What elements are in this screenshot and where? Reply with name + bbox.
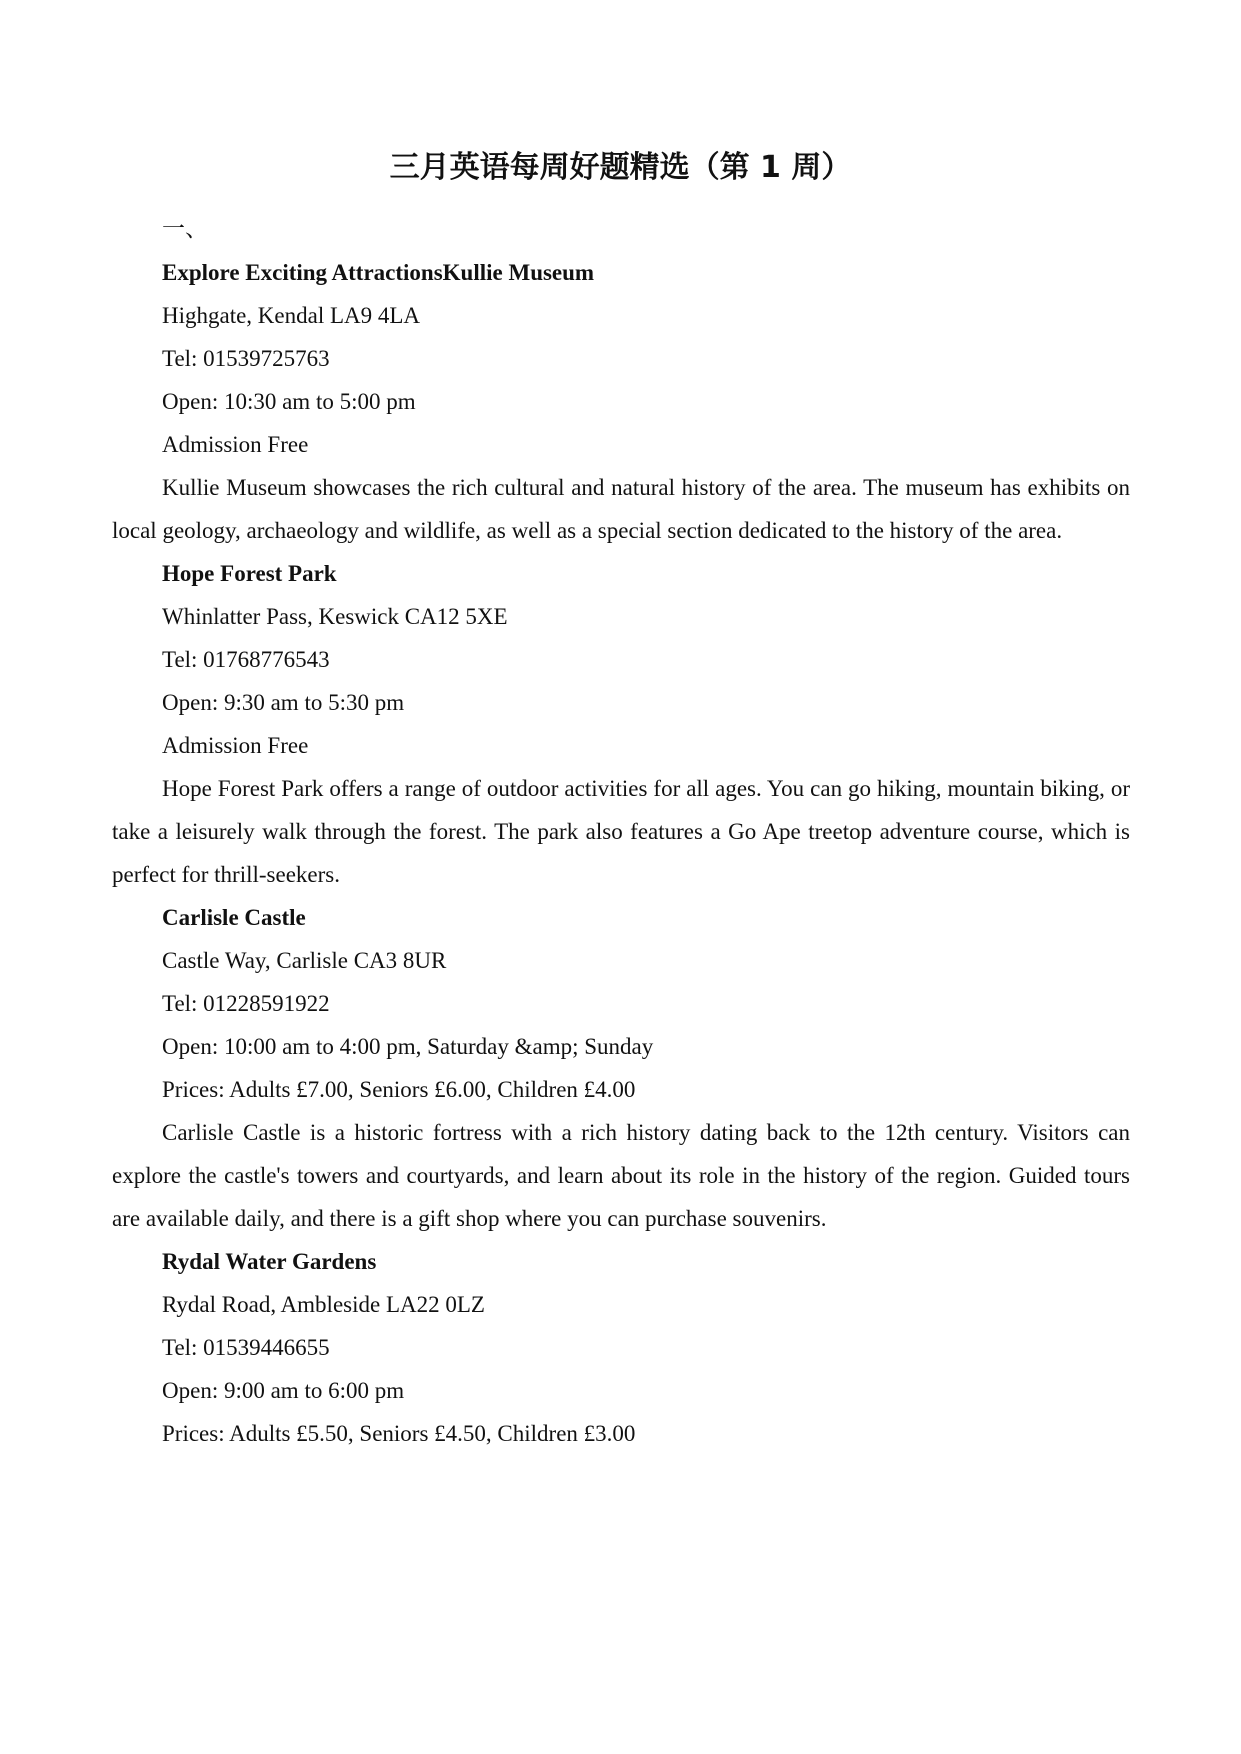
attraction-name: Rydal Water Gardens [162,1249,377,1274]
attraction-tel: Tel: 01768776543 [162,647,330,672]
attraction-price: Admission Free [162,432,309,457]
document-title: 三月英语每周好题精选（第 1 周） [389,150,852,185]
attraction-description: Kullie Museum showcases the rich cultural and natural history of the area. The museum has exhibits on local geology, archaeology and wildlife, as well as a special section dedicated to the history of the area. [112,475,1130,543]
attraction-price: Prices: Adults £7.00, Seniors £6.00, Children £4.00 [162,1077,636,1102]
attraction-open-hours: Open: 9:00 am to 6:00 pm [162,1378,405,1403]
attraction-price: Prices: Adults £5.50, Seniors £4.50, Children £3.00 [162,1421,636,1446]
attraction-open-hours: Open: 10:00 am to 4:00 pm, Saturday &amp; Sunday [162,1034,654,1059]
attraction-price: Admission Free [162,733,309,758]
attraction-description: Hope Forest Park offers a range of outdoor activities for all ages. You can go hiking, mountain biking, or take a leisurely walk through the forest. The park also features a Go Ape treetop adventure course, which is perfect for thrill-seekers. [112,776,1130,887]
attraction-name: Hope Forest Park [162,561,337,586]
attraction-description: Carlisle Castle is a historic fortress with a rich history dating back to the 12th century. Visitors can explore the castle's towers and courtyards, and learn about its role in the history of the region. Guided tours are available daily, and there is a gift shop where you can purchase souvenirs. [112,1120,1130,1231]
attraction-tel: Tel: 01228591922 [162,991,330,1016]
attraction-open-hours: Open: 9:30 am to 5:30 pm [162,690,405,715]
attraction-address: Castle Way, Carlisle CA3 8UR [162,948,447,973]
attraction-tel: Tel: 01539725763 [162,346,330,371]
attraction-tel: Tel: 01539446655 [162,1335,330,1360]
section-number: 一、 [162,216,208,242]
attraction-address: Rydal Road, Ambleside LA22 0LZ [162,1292,485,1317]
attraction-open-hours: Open: 10:30 am to 5:00 pm [162,389,416,414]
attraction-address: Whinlatter Pass, Keswick CA12 5XE [162,604,508,629]
attraction-address: Highgate, Kendal LA9 4LA [162,303,421,328]
attraction-name: Carlisle Castle [162,905,306,930]
attraction-name: Explore Exciting AttractionsKullie Museum [162,260,595,285]
document-body [112,208,1130,1455]
